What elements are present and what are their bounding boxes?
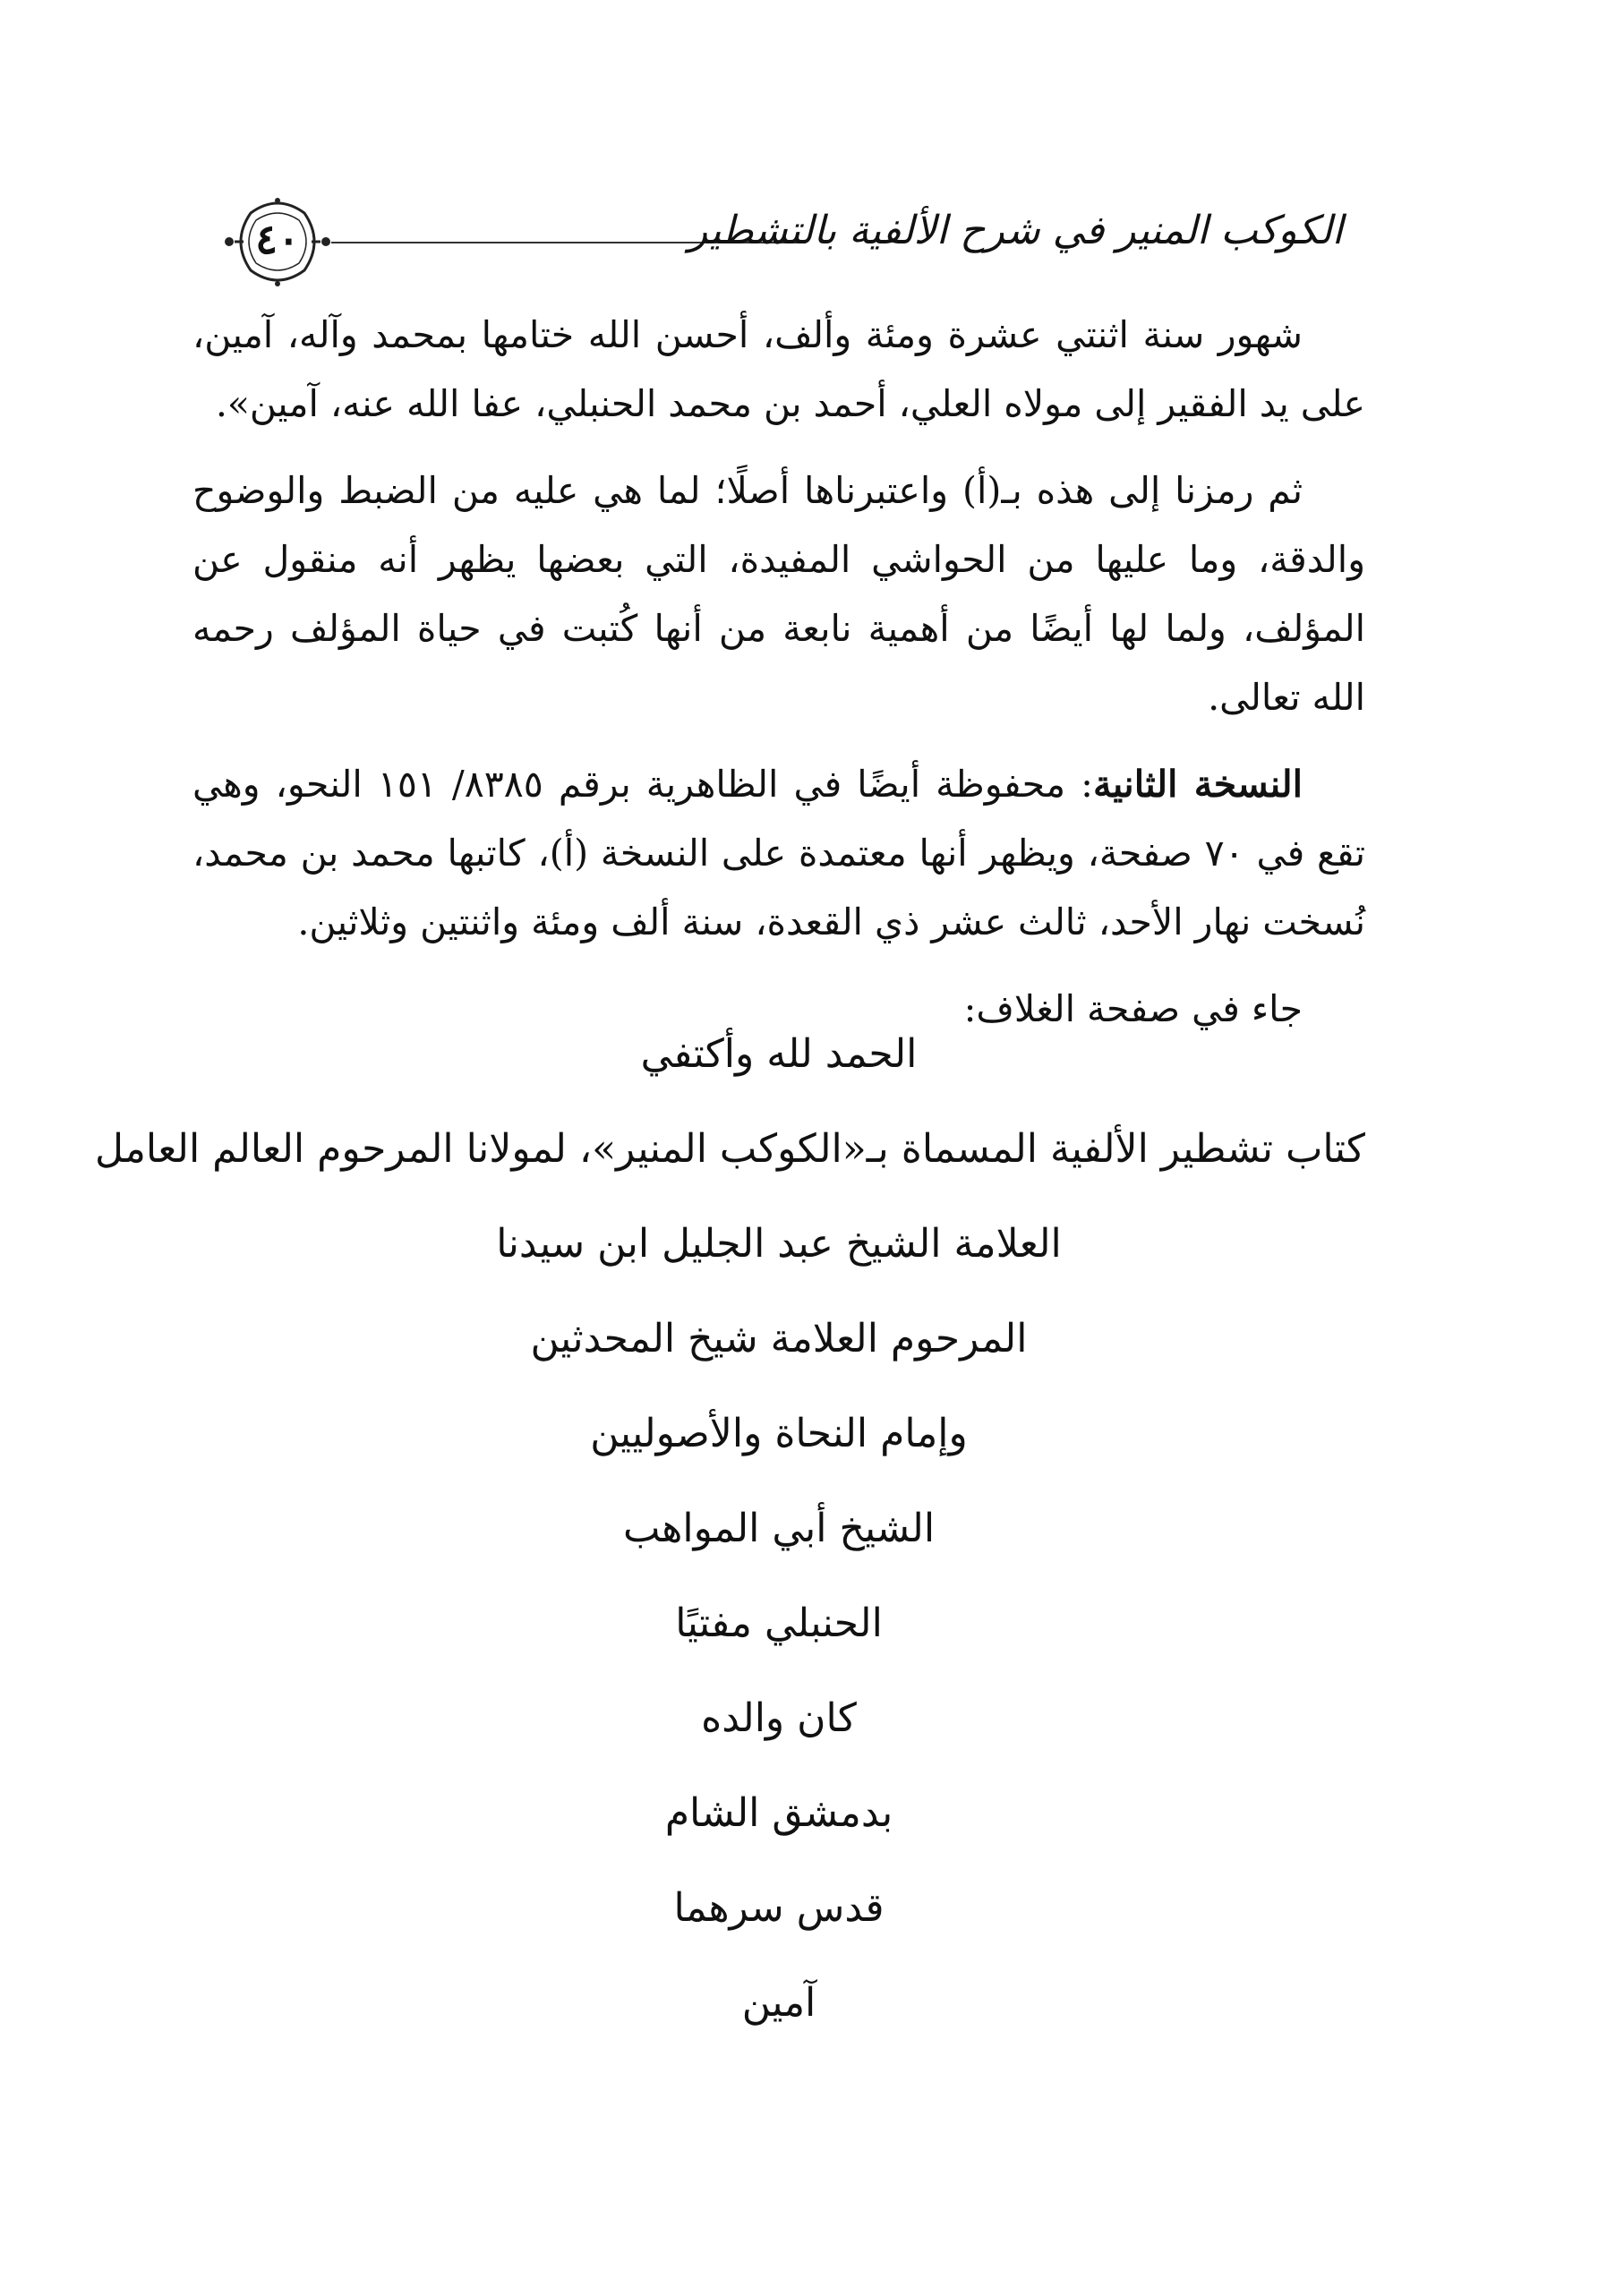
paragraph-second-manuscript <box>192 750 1365 957</box>
cover-line: الحنبلي مفتيًا <box>675 1600 883 1646</box>
page-number-ornament <box>224 195 331 289</box>
paragraph-colophon: شهور سنة اثنتي عشرة ومئة وألف، أحسن الله ختامها بمحمد وآله، آمين، على يد الفقير إلى مولاه العلي، أحمد بن محمد الحنبلي، عفا الله عنه، آمين». <box>192 313 1365 425</box>
cover-line: آمين <box>741 1980 816 2026</box>
cover-line: المرحوم العلامة شيخ المحدثين <box>530 1316 1028 1361</box>
running-header <box>197 195 1361 294</box>
cover-line: العلامة الشيخ عبد الجليل ابن سيدنا <box>496 1221 1062 1267</box>
page-number: ٤٠ <box>255 215 300 263</box>
cover-line: كان والده <box>701 1695 857 1741</box>
paragraph-first-manuscript: ثم رمزنا إلى هذه بـ(أ) واعتبرناها أصلًا؛ لما هي عليه من الضبط والوضوح والدقة، وما عليها من الحواشي المفيدة، التي بعضها يظهر أنه منقول عن المؤلف، ولما لها أيضًا من أهمية نابعة من أنها كُتبت في حياة المؤلف رحمه الله تعالى. <box>192 469 1365 719</box>
cover-line: الشيخ أبي المواهب <box>622 1506 936 1551</box>
cover-line: وإمام النحاة والأصوليين <box>590 1411 968 1456</box>
cover-line: بدمشق الشام <box>664 1790 893 1836</box>
cover-line: كتاب تشطير الألفية المسماة بـ«الكوكب المنير»، لمولانا المرحوم العالم العامل <box>95 1126 1365 1172</box>
second-manuscript-label: النسخة الثانية <box>1092 763 1303 806</box>
second-manuscript-text: : محفوظة أيضًا في الظاهرية برقم ٨٣٨٥/ ١٥١ النحو، وهي تقع في ٧٠ صفحة، ويظهر أنها معتمدة على النسخة (أ)، كاتبها محمد بن محمد، نُسخت نهار الأحد، ثالث عشر ذي القعدة، سنة ألف ومئة واثنتين وثلاثين. <box>192 763 1365 943</box>
cover-line: قدس سرهما <box>673 1885 885 1931</box>
body-text <box>192 301 1365 1044</box>
running-title: الكوكب المنير في شرح الألفية بالتشطير <box>688 208 1343 253</box>
cover-page-quote <box>95 1007 1365 2051</box>
cover-intro: جاء في صفحة الغلاف: <box>963 987 1303 1030</box>
cover-line: الحمد لله وأكتفي <box>640 1031 918 1077</box>
